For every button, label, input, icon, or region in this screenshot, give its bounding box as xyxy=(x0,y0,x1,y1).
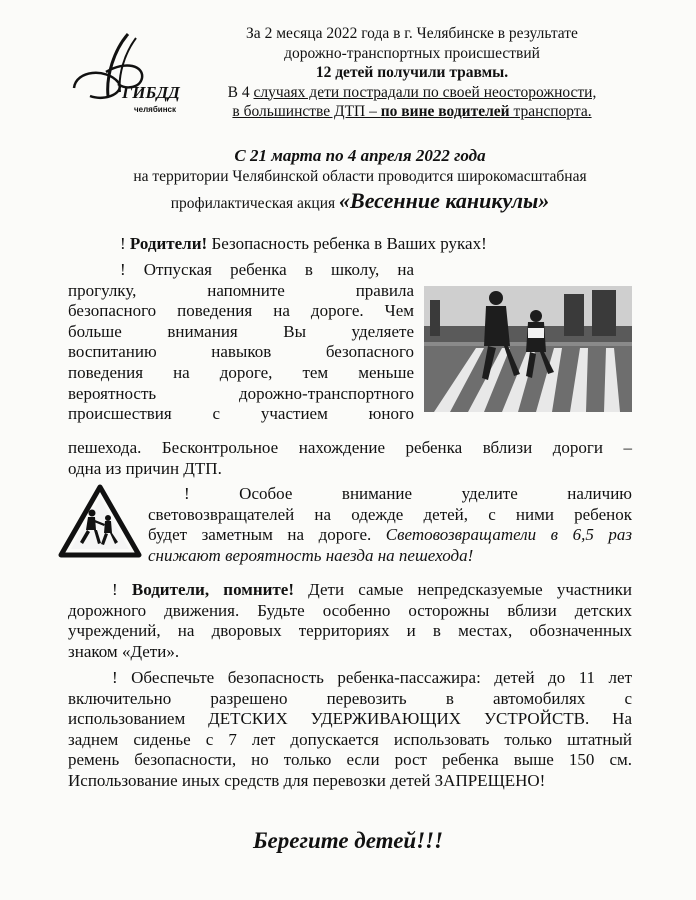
campaign-dates: С 21 марта по 4 апреля 2022 года xyxy=(234,146,486,165)
intro-line: За 2 месяца 2022 года в г. Челябинске в результате xyxy=(246,25,578,42)
injury-statistic: 12 детей получили травмы. xyxy=(315,64,509,81)
text-line: поведения на дороге, тем меньше xyxy=(68,362,414,382)
exclamation-mark: ! xyxy=(112,580,132,599)
text-line xyxy=(68,580,632,601)
intro-text: В 4 xyxy=(227,83,254,101)
text-line: происшествия с участием юного xyxy=(68,404,414,424)
text-line: Использование иных средств для перевозки детей ЗАПРЕЩЕНО! xyxy=(68,770,546,790)
text-line: ! Отпуская ребенка в школу, на xyxy=(120,260,414,279)
text-line: дорожного движения. Будьте особенно осторожны вблизи детских xyxy=(68,600,632,620)
text-line: безопасного поведения на дороге. Чем xyxy=(68,301,414,321)
campaign-action-line xyxy=(60,188,660,214)
intro-text: в большинстве ДТП – xyxy=(232,103,381,120)
campaign-action-name: «Весенние каникулы» xyxy=(339,188,550,213)
drivers-paragraph-2 xyxy=(68,668,632,792)
campaign-description: на территории Челябинской области проводится широкомасштабная xyxy=(133,168,587,185)
text-line: учреждений, на дворовых территориях и в местах, обозначенных xyxy=(68,621,632,641)
logo-city-text: челябинск xyxy=(134,105,176,114)
text-line: воспитанию навыков безопасного xyxy=(68,342,414,362)
text-line: ремень безопасности, но только если рост ребенка выше 150 см. xyxy=(68,750,632,770)
text-line: ! Особое внимание уделите наличию xyxy=(184,484,632,503)
text-line: включительно разрешено перевозить в автомобилях с xyxy=(68,688,632,708)
parents-paragraph-1-tail xyxy=(68,438,632,479)
text-line: знаком «Дети». xyxy=(68,641,180,661)
exclamation-mark: ! xyxy=(120,234,130,253)
parents-heading-text: Безопасность ребенка в Ваших руках! xyxy=(207,234,487,253)
text-line: ! Обеспечьте безопасность ребенка-пассажира: детей до 11 лет xyxy=(112,668,632,687)
text-line: одна из причин ДТП. xyxy=(68,458,222,478)
drivers-heading: Водители, помните! xyxy=(131,580,294,599)
crosswalk-photo xyxy=(424,286,632,412)
parents-paragraph-1 xyxy=(68,260,414,425)
parents-heading xyxy=(120,234,640,255)
logo-brand-text: ГИБДД xyxy=(122,83,180,102)
intro-line: дорожно-транспортных происшествий xyxy=(284,44,540,62)
intro-underlined-text: случаях дети пострадали по своей неосторожности, xyxy=(253,83,597,101)
children-warning-sign xyxy=(58,484,142,558)
reflector-statistic: Световозвращатели в 6,5 раз xyxy=(385,525,632,545)
text-line: прогулку, напомните правила xyxy=(68,280,414,300)
text-span: будет заметным на дороге. xyxy=(148,525,386,545)
drivers-paragraph-1 xyxy=(68,580,632,662)
text-line: снижают вероятность наезда на пешехода! xyxy=(148,545,474,565)
intro-line xyxy=(196,102,628,122)
gibdd-chelyabinsk-logo xyxy=(66,30,184,116)
text-line: световозвращателей на одежде детей, с ними ребенок xyxy=(148,504,632,524)
campaign-text: профилактическая акция xyxy=(170,195,340,212)
text-line: больше внимания Вы уделяете xyxy=(68,321,414,341)
closing-slogan: Берегите детей!!! xyxy=(252,828,444,853)
text-line: использованием ДЕТСКИХ УДЕРЖИВАЮЩИХ УСТРОЙСТВ. На xyxy=(68,709,632,729)
text-line: заднем сиденье с 7 лет допускается использовать только штатный xyxy=(68,729,632,749)
intro-emphasis: по вине водителей xyxy=(380,103,510,120)
text-line xyxy=(148,525,632,546)
text-span: Дети самые непредсказуемые участники xyxy=(293,580,632,599)
intro-block xyxy=(196,24,628,122)
intro-text: транспорта. xyxy=(509,103,592,120)
intro-line xyxy=(196,83,628,103)
parents-heading-bold: Родители! xyxy=(129,234,208,253)
reflectors-paragraph xyxy=(148,484,632,566)
text-line: вероятность дорожно-транспортного xyxy=(68,383,414,403)
text-line: пешехода. Бесконтрольное нахождение ребенка вблизи дороги – xyxy=(68,438,632,457)
